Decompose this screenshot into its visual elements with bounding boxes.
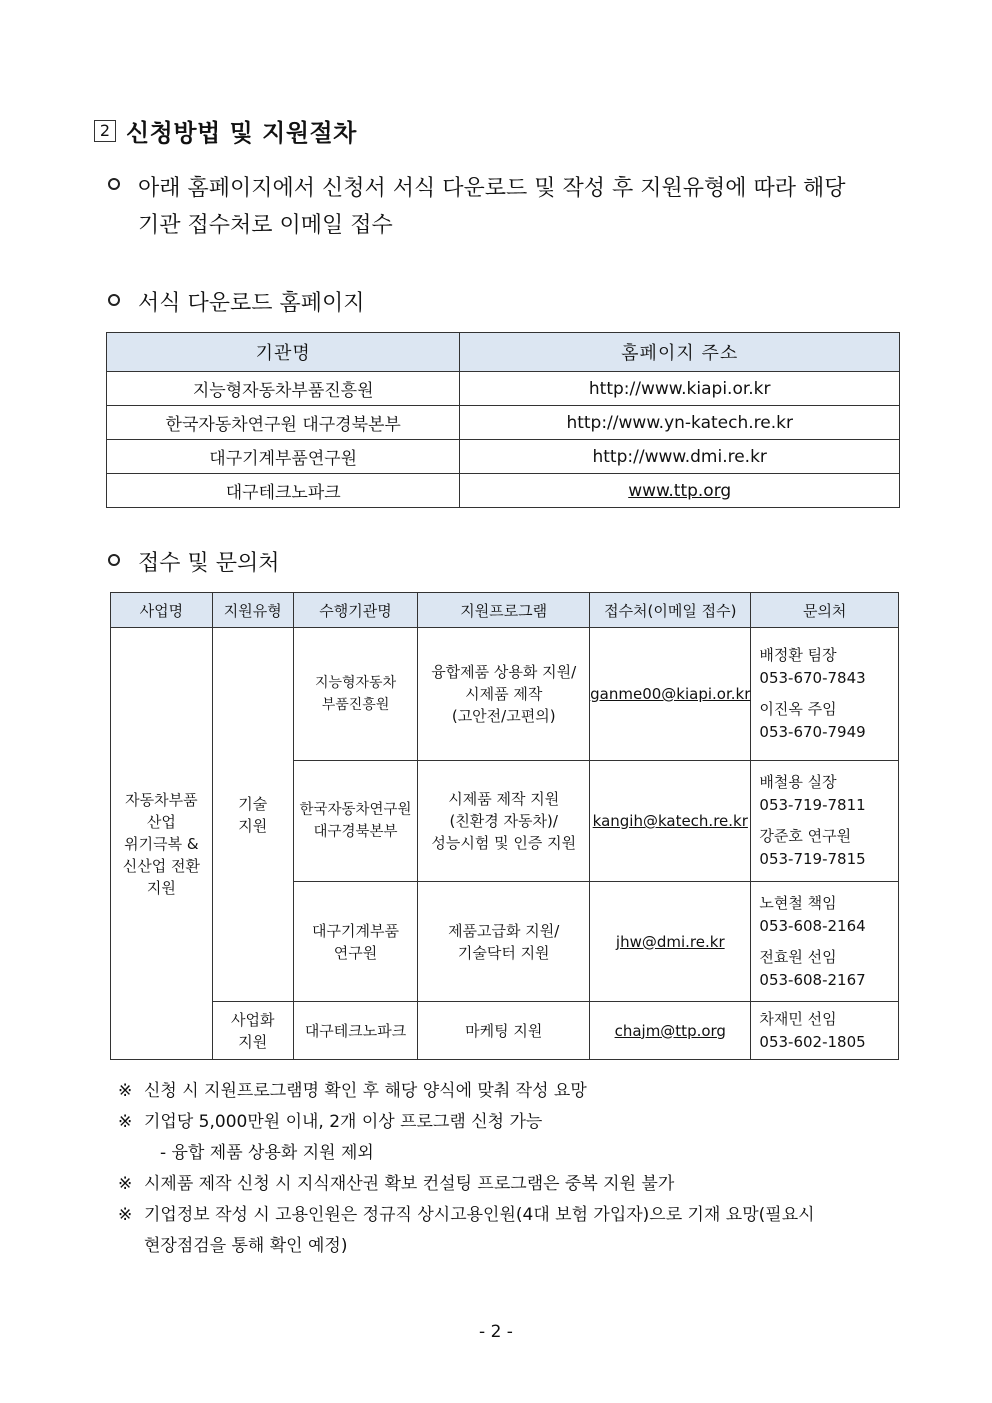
org-line: 대구기계부품 [312,921,399,940]
program-line: 마케팅 지원 [465,1021,543,1040]
table-row [107,440,900,474]
program-line: 시제품 제작 지원 [448,790,560,808]
note-text: 기업정보 작성 시 고용인원은 정규직 상시고용인원(4대 보험 가입자)으로 기재 요망(필요시 [144,1205,815,1225]
contact-name: 노현철 책임 [759,893,837,912]
org-cell: 한국자동차연구원 대구경북본부 [107,406,460,440]
contact-name: 강준호 연구원 [759,827,852,845]
email-link[interactable]: ganme00@kiapi.or.kr [590,628,751,761]
org-line: 대구경북본부 [313,824,398,840]
note-text: 신청 시 지원프로그램명 확인 후 해당 양식에 맞춰 작성 요망 [144,1081,587,1101]
reference-mark-icon: ※ [118,1081,133,1101]
url-link[interactable]: http://www.yn-katech.re.kr [460,406,900,440]
program-line: 시제품 제작 [465,685,543,703]
org-cell [293,761,417,882]
contact-phone: 053-608-2167 [759,970,866,989]
note-continuation: 현장점검을 통해 확인 예정) [144,1236,348,1256]
circle-bullet-icon [108,554,120,566]
org-cell [293,882,417,1002]
header-url: 홈페이지 주소 [460,333,900,372]
contact-cell [751,628,899,761]
business-line: 신산업 전환 [122,856,200,875]
org-cell [293,1002,417,1060]
org-line: 지능형자동차 [314,675,397,691]
header-contact: 문의처 [751,593,899,628]
url-link[interactable]: http://www.kiapi.or.kr [460,372,900,406]
org-cell: 대구기계부품연구원 [107,440,460,474]
program-line: 기술닥터 지원 [457,943,550,962]
program-line: (친환경 자동차)/ [449,812,558,830]
table-row [107,406,900,440]
download-table [106,332,900,508]
header-program: 지원프로그램 [418,593,590,628]
contact-cell [751,761,899,882]
reference-mark-icon: ※ [118,1205,133,1225]
program-cell [418,628,590,761]
note-item [118,1169,900,1200]
contact-name: 배정환 팀장 [759,646,837,664]
note-subitem: - 융합 제품 상용화 지원 제외 [160,1143,374,1163]
header-type: 지원유형 [212,593,293,628]
intro-line-2: 기관 접수처로 이메일 접수 [138,213,393,238]
url-link[interactable]: http://www.dmi.re.kr [460,440,900,474]
note-item [118,1076,900,1107]
circle-bullet-icon [108,294,120,306]
contacts-table [110,592,899,1060]
type-line: 사업화 [231,1010,275,1029]
section-title: 신청방법 및 지원절차 [126,119,357,147]
circle-bullet-icon [108,178,120,190]
contact-name: 이진옥 주임 [759,700,837,718]
contacts-heading [108,546,280,577]
contact-cell [751,882,899,1002]
table-row [111,628,899,761]
header-email: 접수처(이메일 접수) [590,593,751,628]
program-line: 제품고급화 지원/ [448,921,560,940]
program-cell [418,761,590,882]
program-line: 융합제품 상용화 지원/ [431,663,577,681]
org-line: 한국자동차연구원 [299,802,412,818]
business-line: 위기극복 & [124,834,199,853]
reference-mark-icon: ※ [118,1112,133,1132]
section-number: 2 [94,120,116,142]
contact-phone: 053-602-1805 [759,1032,866,1051]
org-line: 부품진흥원 [321,697,390,713]
download-heading [108,286,365,317]
support-type-cell [212,1002,293,1060]
email-link[interactable]: chajm@ttp.org [590,1002,751,1060]
email-link[interactable]: jhw@dmi.re.kr [590,882,751,1002]
note-item [118,1107,900,1138]
org-cell [293,628,417,761]
note-text: 시제품 제작 신청 시 지식재산권 확보 컨설팅 프로그램은 중복 지원 불가 [144,1174,675,1194]
business-line: 산업 [146,812,176,831]
notes-section [118,1076,900,1262]
program-cell [418,882,590,1002]
intro-line-1: 아래 홈페이지에서 신청서 서식 다운로드 및 작성 후 지원유형에 따라 해당 [138,176,846,201]
table-row [111,1002,899,1060]
header-business: 사업명 [111,593,213,628]
type-line: 지원 [238,1032,268,1051]
contact-phone: 053-608-2164 [759,916,866,935]
org-cell: 대구테크노파크 [107,474,460,508]
org-line: 연구원 [333,943,378,962]
program-line: (고안전/고편의) [451,707,556,725]
org-cell: 지능형자동차부품진흥원 [107,372,460,406]
contact-phone: 053-719-7815 [759,850,866,868]
contact-phone: 053-719-7811 [759,796,866,814]
note-text: 기업당 5,000만원 이내, 2개 이상 프로그램 신청 가능 [144,1112,543,1132]
reference-mark-icon: ※ [118,1174,133,1194]
email-link[interactable]: kangih@katech.re.kr [590,761,751,882]
contact-cell [751,1002,899,1060]
header-org: 기관명 [107,333,460,372]
contact-phone: 053-670-7949 [759,723,866,741]
note-item [118,1200,900,1231]
contact-name: 전효원 선임 [759,947,837,966]
table-header-row [111,593,899,628]
contact-name: 차재민 선임 [759,1009,837,1028]
contact-name: 배철용 실장 [759,773,837,791]
table-row [107,474,900,508]
program-line: 성능시험 및 인증 지원 [431,834,577,852]
business-line: 자동차부품 [125,790,198,809]
url-link[interactable]: www.ttp.org [460,474,900,508]
business-line: 지원 [146,878,176,897]
intro-bullet [108,170,900,244]
type-line: 기술 [238,794,268,813]
program-cell [418,1002,590,1060]
type-line: 지원 [238,816,268,835]
table-row [107,372,900,406]
header-org: 수행기관명 [293,593,417,628]
support-type-cell [212,628,293,1002]
org-line: 대구테크노파크 [304,1021,407,1040]
page-number: - 2 - [479,1322,513,1342]
section-heading [94,113,357,148]
contacts-title: 접수 및 문의처 [138,551,280,576]
table-header-row [107,333,900,372]
download-title: 서식 다운로드 홈페이지 [138,291,365,316]
business-name-cell [111,628,213,1060]
contact-phone: 053-670-7843 [759,669,866,687]
